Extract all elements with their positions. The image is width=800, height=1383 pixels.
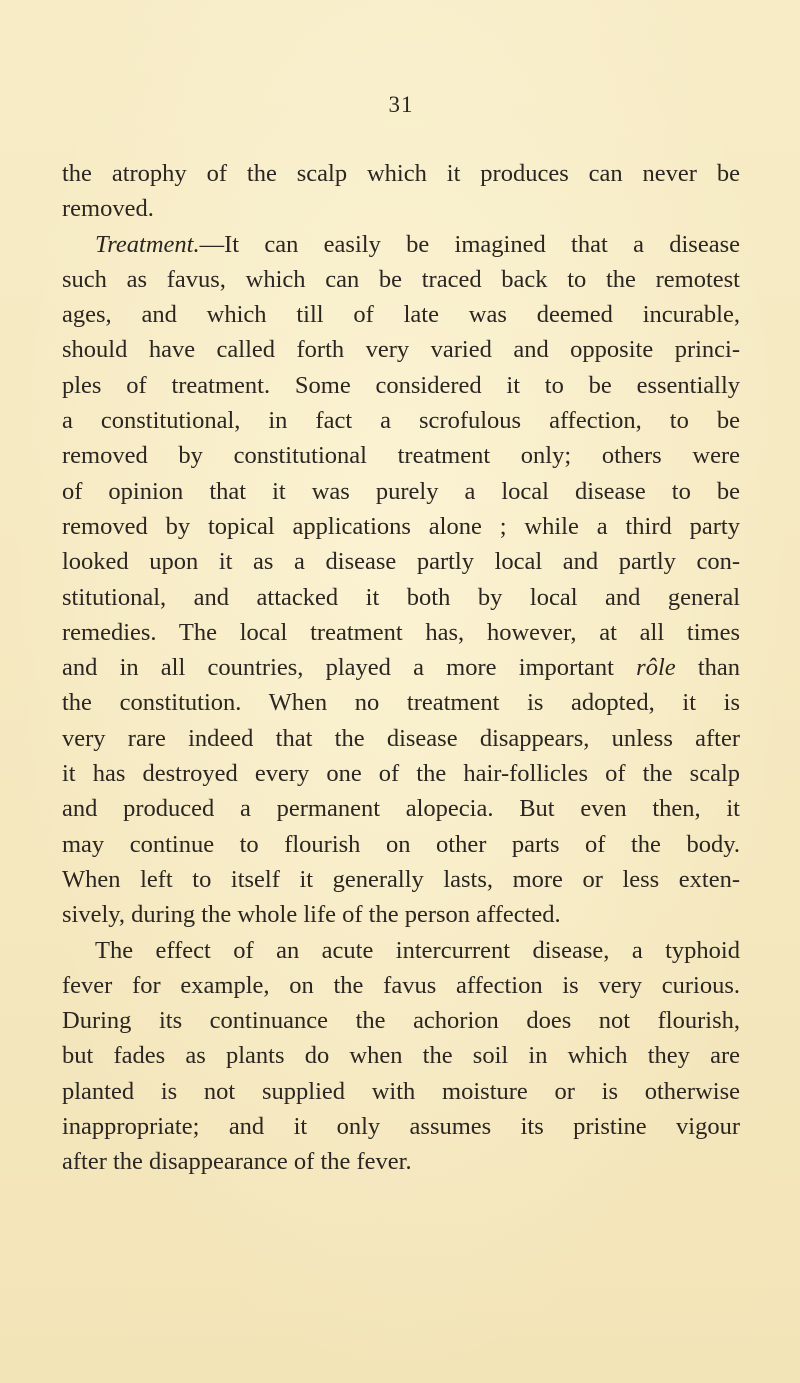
italic-word: rôle — [636, 654, 676, 682]
text-line: looked upon it as a disease partly local and partly con- — [62, 548, 740, 576]
text-line: sively, during the whole life of the person affected. — [62, 901, 561, 929]
text-line: ples of treatment. Some considered it to be essentially — [62, 371, 740, 399]
text-line: the constitution. When no treatment is adopted, it is — [62, 689, 740, 717]
text-line: it has destroyed every one of the hair-follicles of the scalp — [62, 760, 740, 788]
text-line: The effect of an acute intercurrent disease, a typhoid — [95, 936, 740, 964]
text-line: of opinion that it was purely a local disease to be — [62, 477, 740, 505]
text-line: may continue to flourish on other parts of the body. — [62, 830, 740, 858]
text-fragment: and in all countries, played a more important — [62, 654, 637, 682]
text-line: remedies. The local treatment has, however, at all times — [62, 618, 740, 646]
text-line: ages, and which till of late was deemed incurable, — [62, 301, 740, 329]
text-fragment: —It can easily be imagined that a disease — [199, 230, 740, 258]
page-number: 31 — [388, 92, 414, 117]
text-line: stitutional, and attacked it both by local and general — [62, 583, 740, 611]
text-line — [62, 227, 740, 262]
text-line: inappropriate; and it only assumes its pristine vigour — [62, 1113, 740, 1141]
text-line: a constitutional, in fact a scrofulous affection, to be — [62, 407, 740, 435]
text-fragment: than — [675, 654, 740, 682]
text-line: should have called forth very varied and opposite princi- — [62, 336, 740, 364]
text-line — [62, 650, 740, 685]
text-line: removed by constitutional treatment only; others were — [62, 442, 740, 470]
text-line: planted is not supplied with moisture or is otherwise — [62, 1077, 740, 1105]
text-line: When left to itself it generally lasts, more or less exten- — [62, 865, 740, 893]
text-line: fever for example, on the favus affection is very curious. — [62, 971, 740, 999]
section-heading: Treatment. — [95, 230, 200, 258]
text-line: and produced a permanent alopecia. But even then, it — [62, 795, 740, 823]
text-line: but fades as plants do when the soil in which they are — [62, 1042, 740, 1070]
text-line: removed. — [62, 195, 154, 223]
text-line: such as favus, which can be traced back to the remotest — [62, 265, 740, 293]
text-line: after the disappearance of the fever. — [62, 1148, 412, 1176]
text-line: very rare indeed that the disease disappears, unless after — [62, 724, 740, 752]
text-line: During its continuance the achorion does not flourish, — [62, 1007, 740, 1035]
body-text — [62, 156, 740, 1180]
text-line: removed by topical applications alone ; while a third party — [62, 512, 740, 540]
text-line: the atrophy of the scalp which it produces can never be — [62, 160, 740, 187]
